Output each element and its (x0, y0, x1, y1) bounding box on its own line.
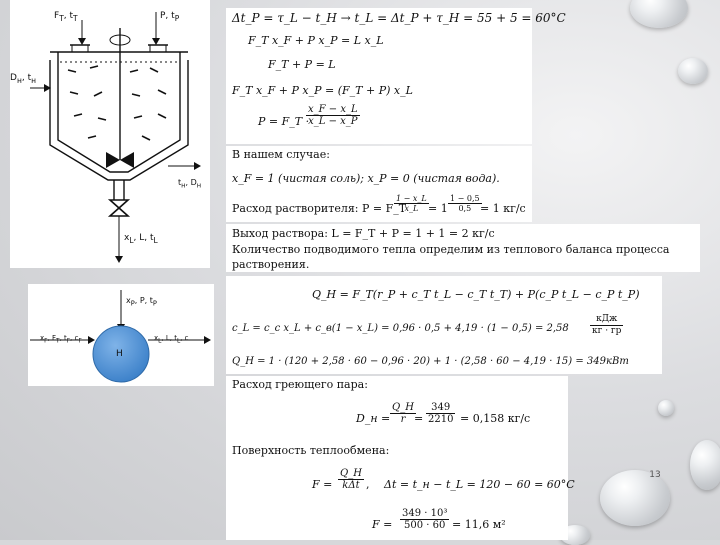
mass-balance-equation: F_T + P = L (268, 58, 336, 71)
heat-balance-equation: Q_H = F_T(r_P + c_T t_L − c_T t_T) + P(c_P t_L − c_P t_P) (312, 288, 640, 301)
heat-balance-text-2: растворения. (232, 258, 310, 271)
outlet-label: $x_L$, L, $t_L$ (124, 233, 158, 245)
surface-result-fraction: $\frac{\text{349 · 10³}}{500 \cdot 60}$ (402, 508, 448, 531)
steam-flow-lhs: D_н = (356, 412, 391, 425)
right-flow-label: $x_L$, L, $t_L$, c (154, 334, 189, 345)
top-flow-label: $x_P$, P, $t_P$ (126, 296, 157, 308)
steam-flow-fraction: $\frac{Q\_H}{r}$ (392, 402, 414, 425)
material-balance-equation: F_T x_F + P x_P = L x_L (248, 34, 384, 47)
surface-result-lhs: F = (372, 518, 393, 531)
water-drop-decoration (658, 400, 674, 416)
solvent-flow-fraction-values: $\frac{1 - 0,5}{0,5}$ (450, 194, 480, 213)
solvent-label: P, $t_P$ (160, 11, 180, 23)
solvent-formula-fraction: $\frac{x\_F - x\_L}{x\_L - x\_P}$ (308, 104, 358, 127)
temperature-difference-result: Δt = t_н − t_L = 120 − 60 = 60°C (384, 478, 575, 491)
surface-heading: Поверхность теплообмена: (232, 444, 390, 457)
feed-label: $F_T$, $t_T$ (54, 11, 78, 23)
surface-fraction: Q_H kΔt (340, 468, 362, 491)
solvent-flow-mid: = 1 (428, 202, 448, 215)
solvent-flow-result: = 1 кг/с (480, 202, 526, 215)
heat-capacity-unit: кДж кг · гр (592, 314, 622, 336)
heat-load-value: Q_H = 1 · (120 + 2,58 · 60 − 0,96 · 20) + 1 · (2,58 · 60 − 4,19 · 15) = 349кВт (232, 356, 629, 367)
surface-lhs: F = (312, 478, 333, 491)
combined-balance-equation: F_T x_F + P x_P = (F_T + P) x_L (232, 84, 413, 97)
water-drop-decoration (690, 440, 720, 490)
page-number: 13 (649, 470, 661, 480)
steam-flow-equals: = (414, 412, 424, 425)
temperature-difference-equation: Δt_P = τ_L − t_H → t_L = Δt_P + τ_H = 55 + 5 = 60°C (232, 11, 566, 25)
solvent-formula-lhs: P = F_T · (258, 115, 310, 128)
steam-flow-fraction-values: $\frac{349}{2210}$ (428, 402, 454, 425)
surface-result: = 11,6 м² (452, 518, 506, 531)
dissolver-schematic (10, 0, 210, 268)
case-values: x_F = 1 (чистая соль); x_P = 0 (чистая вода). (232, 172, 500, 185)
steam-flow-result: = 0,158 кг/с (460, 412, 531, 425)
heat-capacity-formula: c_L = c_c x_L + c_в(1 − x_L) = 0,96 · 0,5 + 4,19 · (1 − 0,5) = 2,58 (232, 323, 569, 334)
apparatus-diagram (10, 0, 210, 268)
solvent-flow-label: Расход растворителя: P = F_T (232, 202, 407, 215)
solution-flow-line: Выход раствора: L = F_T + P = 1 + 1 = 2 кг/с (232, 227, 495, 240)
steam-flow-heading: Расход греющего пара: (232, 378, 368, 391)
water-drop-decoration (678, 58, 708, 84)
steam-label: $D_н$, $t_н$ (10, 73, 37, 85)
heat-balance-text-1: Количество подводимого тепла определим из теплового баланса процесса (232, 243, 670, 256)
balance-node-diagram (28, 284, 214, 386)
node-label: H (116, 349, 123, 359)
solvent-flow-fraction: $\frac{1 - x\_L}{x\_L}$ (396, 194, 427, 213)
surface-comma: , (366, 478, 370, 491)
condensate-label: $t_н$, $D_н$ (178, 178, 202, 190)
case-heading: В нашем случае: (232, 148, 330, 161)
left-flow-label: $x_F$, $F_T$, $t_F$, $c_F$ (40, 334, 82, 345)
equation-panel-5 (226, 376, 568, 540)
